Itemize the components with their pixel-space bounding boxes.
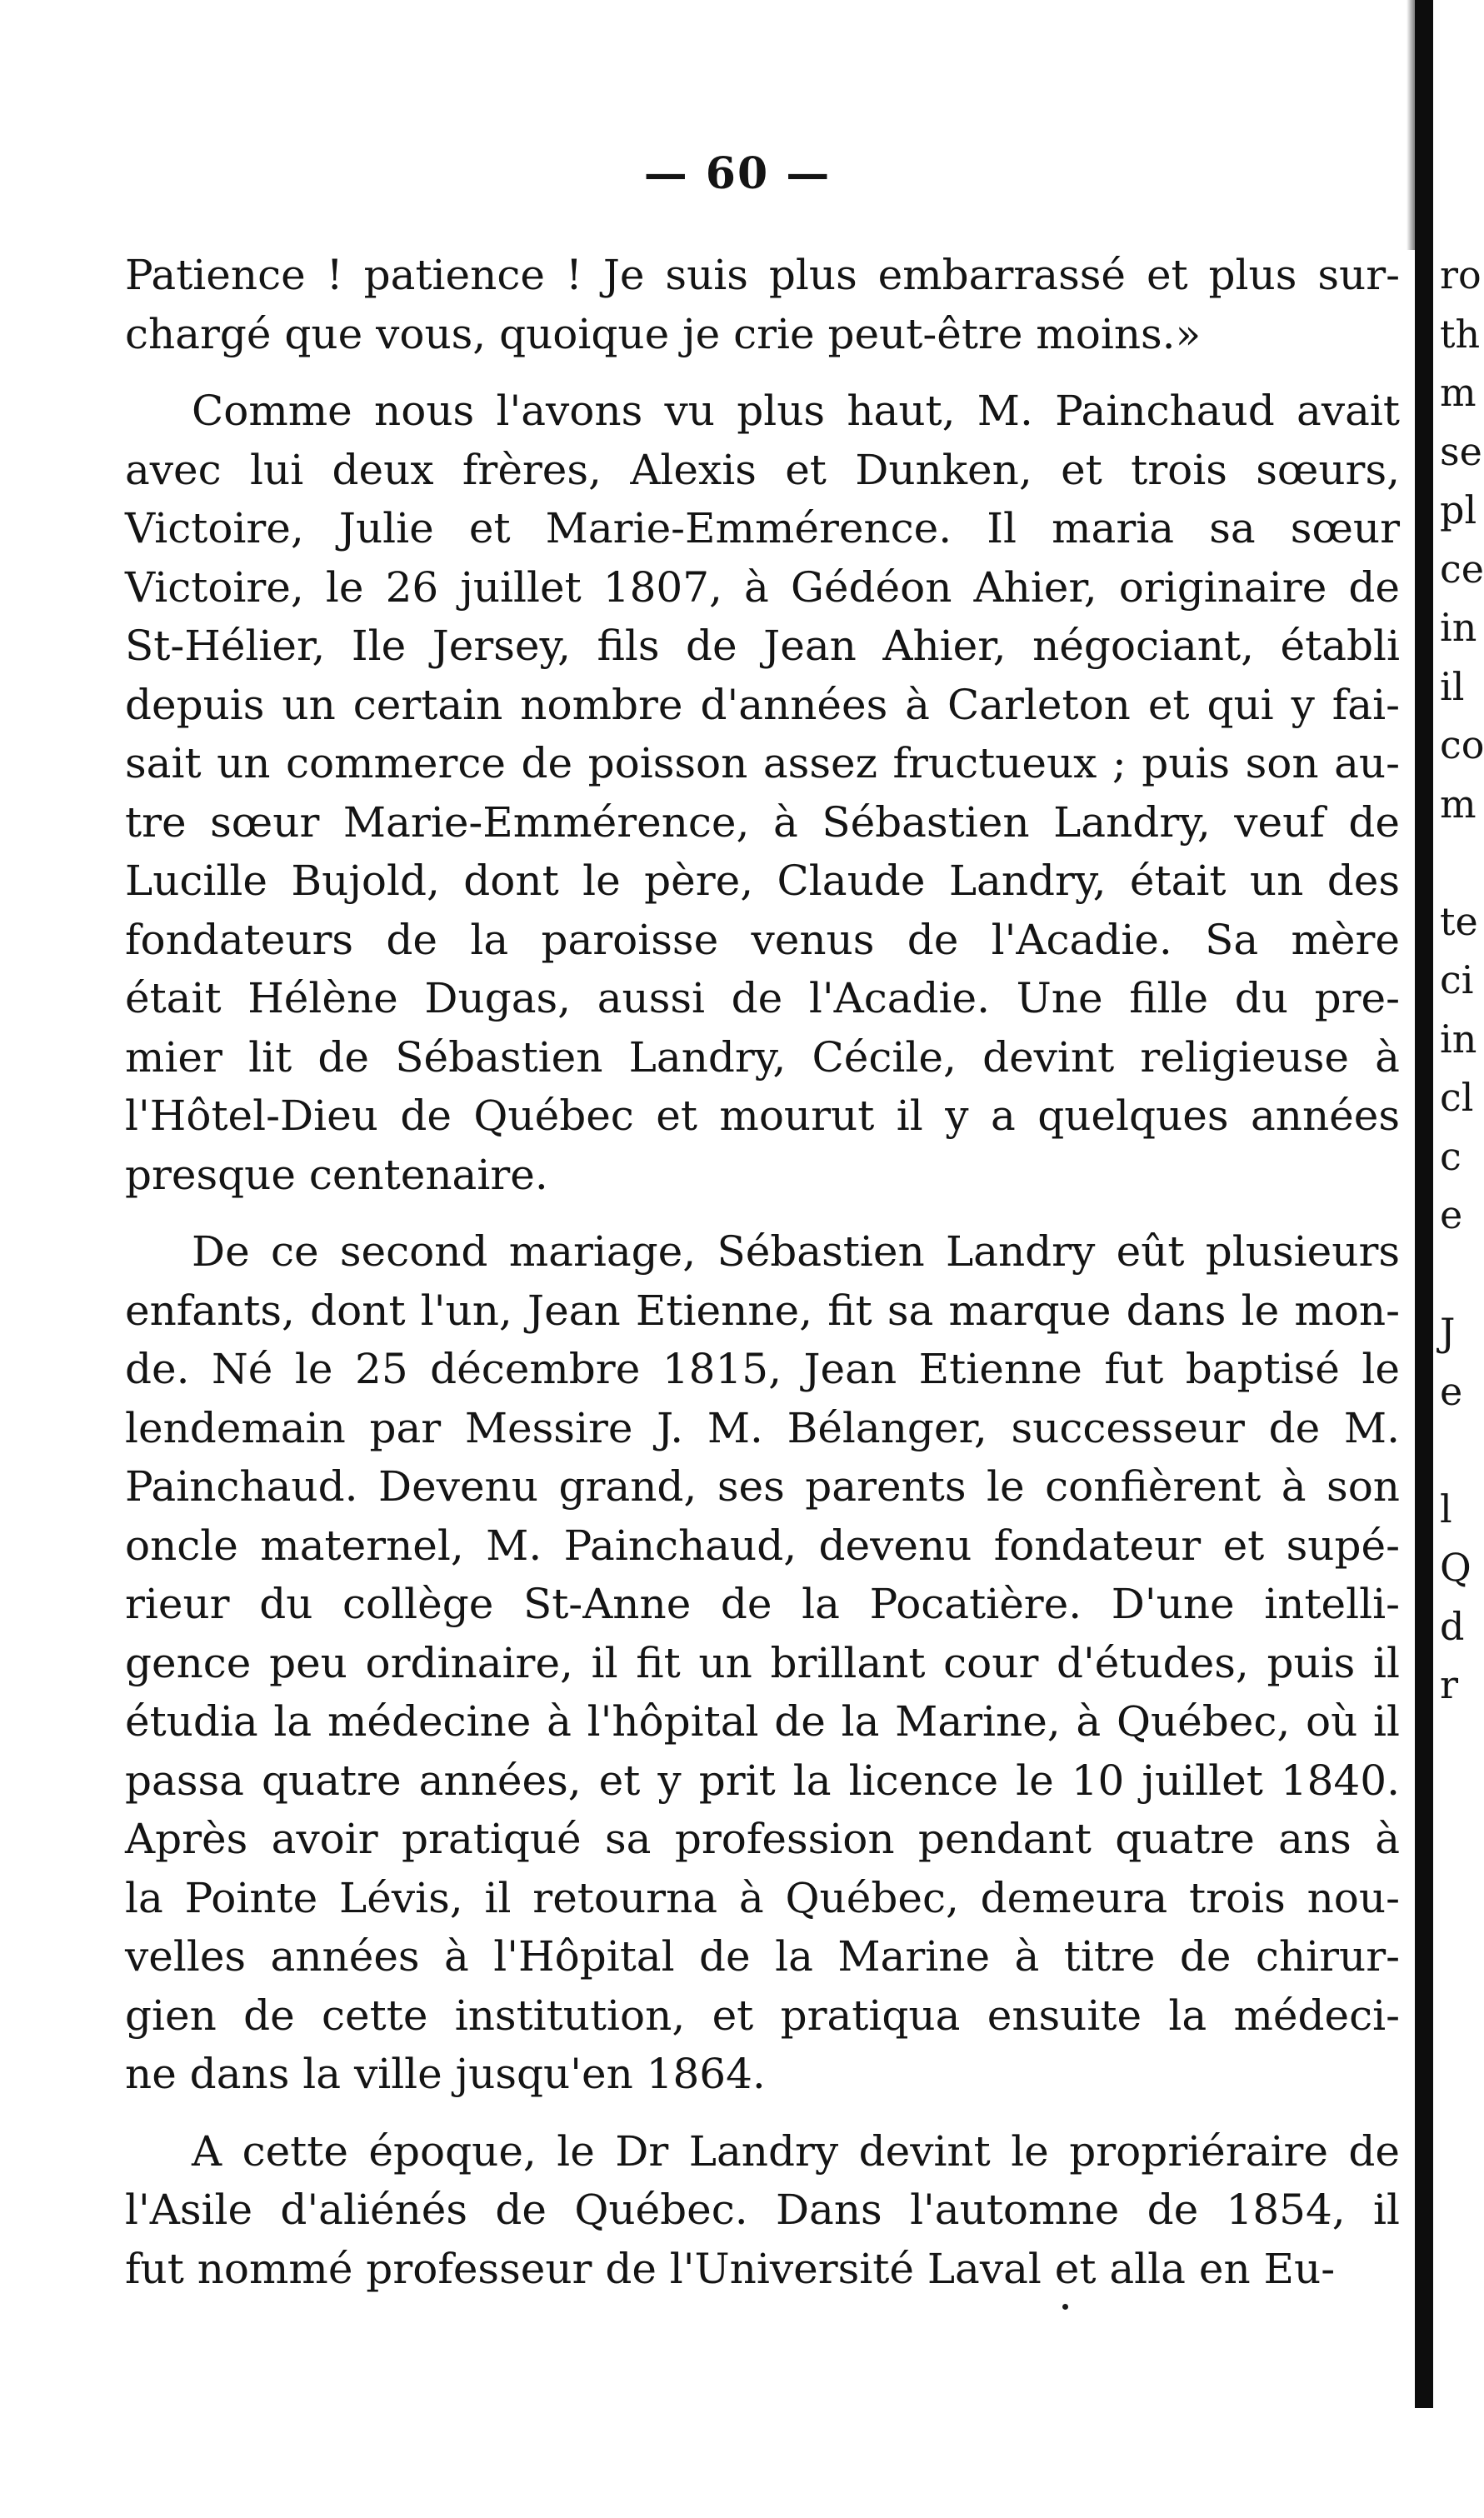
text-line: presque centenaire.	[125, 1150, 548, 1199]
text-line: enfants, dont l'un, Jean Etienne, fit sa marque dans le mon-	[125, 1286, 1400, 1335]
text-line: ne dans la ville jusqu'en 1864.	[125, 2050, 766, 2098]
text-line: De ce second mariage, Sébastien Landry eût plusieurs	[192, 1227, 1400, 1276]
paragraph-gap	[125, 2104, 1400, 2122]
margin-fragment: co	[1440, 722, 1484, 767]
margin-fragment: l	[1440, 1486, 1452, 1531]
margin-fragment: il	[1440, 663, 1465, 709]
margin-fragment: ce	[1440, 546, 1484, 592]
text-line: Victoire, Julie et Marie-Emmérence. Il maria sa sœur	[125, 504, 1400, 552]
text-line: Après avoir pratiqué sa profession pendant quatre ans à	[125, 1815, 1400, 1863]
text-line: chargé que vous, quoique je crie peut-être moins.»	[125, 309, 1202, 358]
margin-fragment	[1440, 2067, 1475, 2126]
text-line: Painchaud. Devenu grand, ses parents le confièrent à son	[125, 1462, 1400, 1511]
text-line: fut nommé professeur de l'Université Laval et alla en Eu-	[125, 2244, 1336, 2293]
text-line: tre sœur Marie-Emmérence, à Sébastien Landry, veuf de	[125, 797, 1400, 847]
text-line: sait un commerce de poisson assez fructueux ; puis son au-	[125, 739, 1400, 787]
margin-fragment: ci	[1440, 957, 1474, 1002]
paragraph-gap	[125, 363, 1400, 382]
text-line: avec lui deux frères, Alexis et Dunken, et trois sœurs,	[125, 445, 1400, 494]
text-line: Patience ! patience ! Je suis plus embarrassé et plus sur-	[125, 251, 1400, 299]
margin-fragment	[1440, 833, 1475, 892]
text-line: l'Asile d'aliénés de Québec. Dans l'automne de 1854, il	[125, 2186, 1400, 2234]
text-line: mier lit de Sébastien Landry, Cécile, devint religieuse à	[125, 1032, 1400, 1082]
margin-fragment: e	[1440, 1368, 1463, 1414]
margin-fragment	[1440, 1715, 1475, 1774]
margin-fragment: d	[1440, 1603, 1465, 1649]
text-line: l'Hôtel-Dieu de Québec et mourut il y a quelques années	[125, 1092, 1400, 1140]
margin-fragment: r	[1440, 1662, 1458, 1707]
margin-fragment	[1440, 1421, 1475, 1480]
text-line: Comme nous l'avons vu plus haut, M. Painchaud avait	[192, 387, 1400, 435]
margin-fragment	[1440, 2008, 1475, 2067]
margin-fragment: J	[1440, 1310, 1456, 1355]
paragraph	[125, 2122, 1400, 2299]
margin-fragment: e	[1440, 1192, 1463, 1237]
margin-fragment: th	[1440, 311, 1481, 357]
margin-fragment	[1440, 1891, 1475, 1950]
margin-fragment	[1440, 2126, 1475, 2185]
margin-fragment	[1440, 1773, 1475, 1832]
margin-fragment	[1440, 2185, 1475, 2244]
paragraph	[125, 382, 1400, 1204]
text-line: Lucille Bujold, dont le père, Claude Landry, était un des	[125, 857, 1400, 905]
text-line: la Pointe Lévis, il retourna à Québec, demeura trois nou-	[125, 1873, 1400, 1922]
book-spine	[1415, 0, 1433, 2408]
margin-fragment: in	[1440, 1016, 1477, 1062]
body-text	[125, 246, 1400, 2298]
text-line: était Hélène Dugas, aussi de l'Acadie. Une fille du pre-	[125, 974, 1400, 1022]
text-line: oncle maternel, M. Painchaud, devenu fondateur et supé-	[125, 1521, 1400, 1570]
margin-fragment: m	[1440, 781, 1477, 827]
text-line: lendemain par Messire J. M. Bélanger, successeur de M.	[125, 1403, 1400, 1452]
text-line: passa quatre années, et y prit la licence le 10 juillet 1840.	[125, 1756, 1400, 1805]
paragraph	[125, 246, 1400, 363]
text-line: rieur du collège St-Anne de la Pocatière. D'une intelli-	[125, 1580, 1400, 1628]
margin-fragment	[1440, 1245, 1475, 1304]
page-number: — 60 —	[643, 148, 832, 199]
margin-fragment: in	[1440, 605, 1477, 650]
margin-fragment: c	[1440, 1133, 1462, 1179]
margin-fragment	[1440, 2243, 1475, 2302]
margin-fragment: pl	[1440, 487, 1477, 532]
margin-fragment	[1440, 1832, 1475, 1891]
text-line: de. Né le 25 décembre 1815, Jean Etienne fut baptisé le	[125, 1345, 1400, 1393]
margin-fragment	[1440, 1950, 1475, 2009]
paragraph-gap	[125, 1204, 1400, 1222]
margin-fragment: cl	[1440, 1075, 1474, 1120]
margin-fragment: m	[1440, 370, 1477, 415]
margin-fragment	[1440, 2302, 1475, 2361]
text-line: étudia la médecine à l'hôpital de la Marine, à Québec, où il	[125, 1697, 1400, 1746]
facing-page-fragments	[1440, 246, 1484, 2361]
text-line: gien de cette institution, et pratiqua ensuite la médeci-	[125, 1991, 1400, 2040]
text-line: gence peu ordinaire, il fit un brillant cour d'études, puis il	[125, 1638, 1400, 1687]
text-line: fondateurs de la paroisse venus de l'Acadie. Sa mère	[125, 915, 1400, 964]
text-line: Victoire, le 26 juillet 1807, à Gédéon Ahier, originaire de	[125, 562, 1400, 612]
text-line: depuis un certain nombre d'années à Carleton et qui y fai-	[125, 680, 1400, 729]
text-line: A cette époque, le Dr Landry devint le propriéraire de	[192, 2126, 1400, 2176]
margin-fragment: te	[1440, 898, 1478, 944]
paragraph	[125, 1222, 1400, 2104]
margin-fragment: se	[1440, 428, 1482, 474]
text-line: St-Hélier, Ile Jersey, fils de Jean Ahier, négociant, établi	[125, 622, 1400, 670]
ink-speck	[1062, 2304, 1068, 2310]
text-line: velles années à l'Hôpital de la Marine à titre de chirur-	[125, 1932, 1400, 1981]
margin-fragment: ro	[1440, 252, 1482, 297]
margin-fragment: Q	[1440, 1545, 1472, 1590]
